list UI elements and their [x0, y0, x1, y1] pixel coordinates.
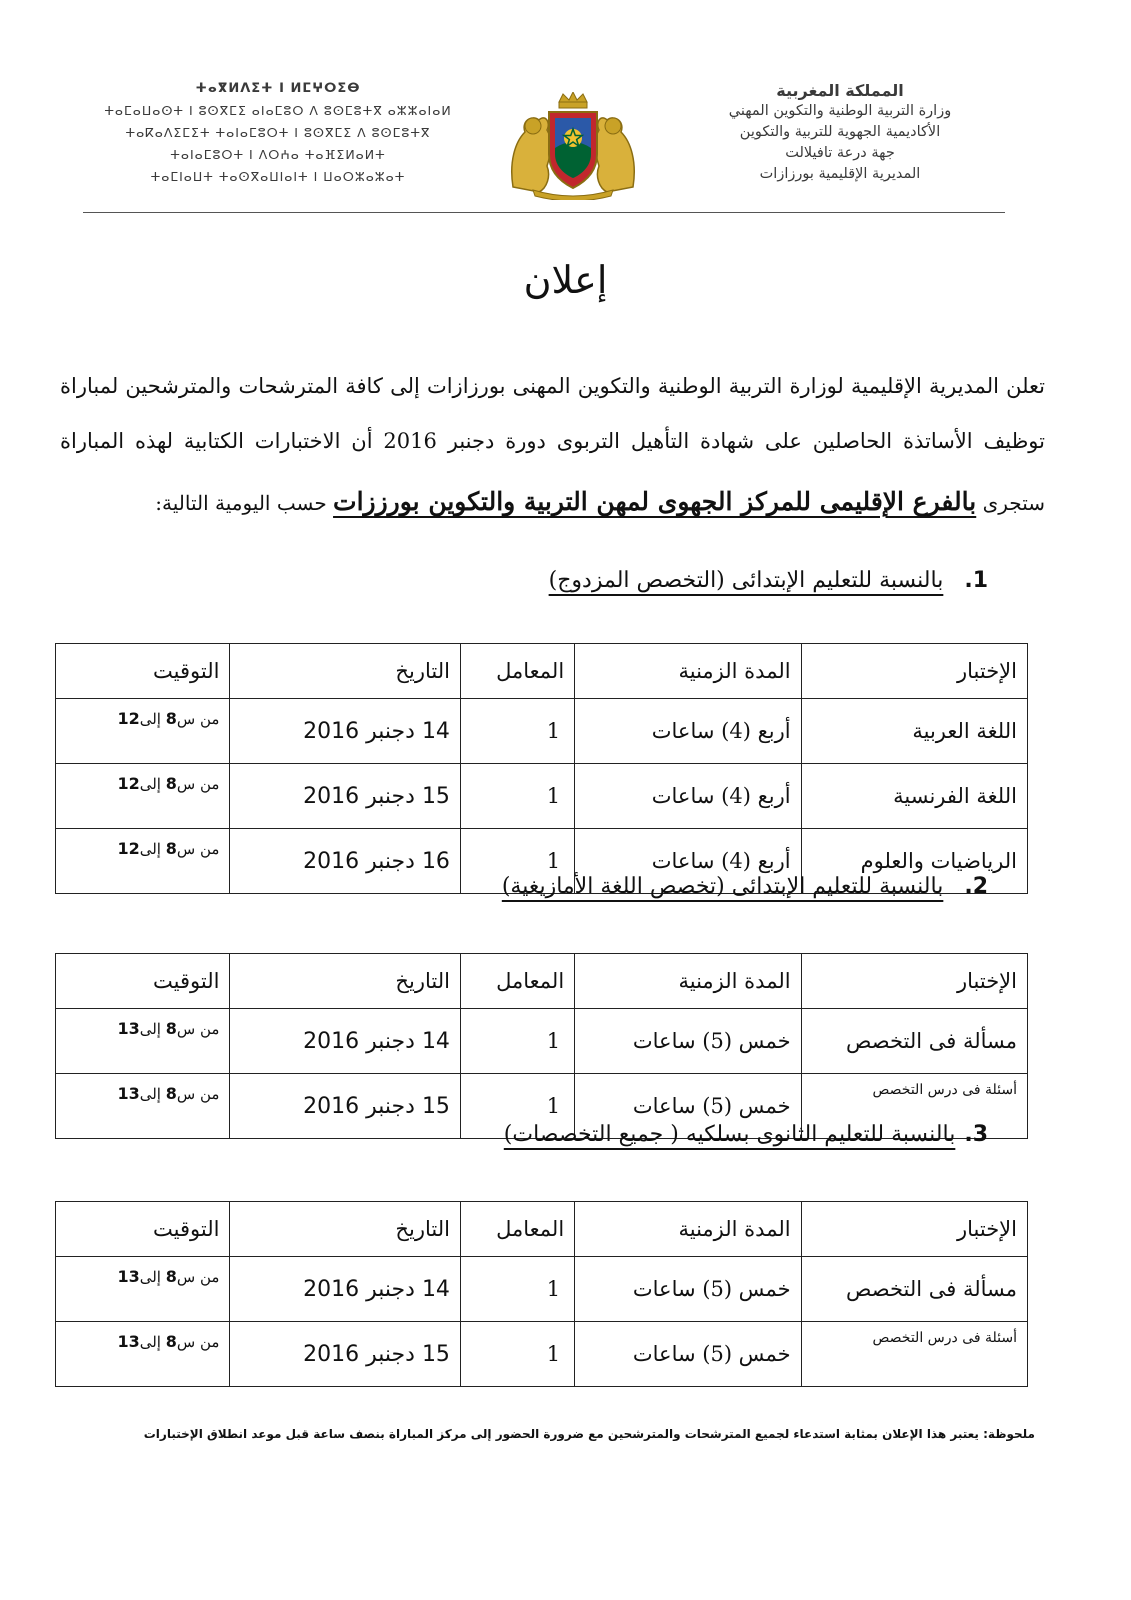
time-to: إلى	[139, 1268, 166, 1286]
test-cell: مسألة فى التخصص	[801, 1009, 1027, 1074]
duration-cell: خمس (5) ساعات	[575, 1257, 801, 1322]
academy-name-arabic: الأكاديمية الجهوية للتربية والتكوين	[739, 124, 941, 140]
time-cell	[56, 1074, 230, 1139]
column-header-duration: المدة الزمنية	[575, 644, 801, 699]
time-to: إلى	[139, 840, 166, 858]
time-end: 13	[117, 1019, 140, 1038]
column-header-duration: المدة الزمنية	[575, 1202, 801, 1257]
time-cell	[56, 829, 230, 894]
table-header-row	[56, 1202, 1028, 1257]
letterhead-tifinagh	[88, 78, 468, 188]
date-cell: 15 دجنبر 2016	[230, 764, 461, 829]
time-to: إلى	[139, 1085, 166, 1103]
time-prefix: من س	[176, 1020, 220, 1038]
section-title: بالنسبة للتعليم الإبتدائى (التخصص المزدوج)	[548, 568, 944, 593]
time-end: 12	[117, 839, 140, 858]
duration-cell: أربع (4) ساعات	[575, 829, 801, 894]
time-to: إلى	[139, 775, 166, 793]
footnote: ملحوظة: يعتبر هذا الإعلان بمثابة استدعاء لجميع المترشحات والمترشحين مع ضرورة الحضور إلى مركز المباراة بنصف ساعة قبل موعد انطلاق الإختبارات	[143, 1427, 1035, 1441]
time-cell	[56, 699, 230, 764]
date-cell: 14 دجنبر 2016	[230, 1009, 461, 1074]
time-start: 8	[165, 1332, 177, 1351]
coefficient-cell: 1	[460, 699, 574, 764]
table-row	[56, 1257, 1028, 1322]
time-prefix: من س	[176, 1085, 220, 1103]
table-row	[56, 1322, 1028, 1387]
time-start: 8	[165, 1084, 177, 1103]
kingdom-name-tifinagh: ⵜⴰⴳⵍⴷⵉⵜ ⵏ ⵍⵎⵖⵔⵉⴱ	[195, 81, 361, 96]
column-header-coefficient: المعامل	[460, 1202, 574, 1257]
column-header-date: التاريخ	[230, 954, 461, 1009]
date-cell: 14 دجنبر 2016	[230, 699, 461, 764]
time-to: إلى	[139, 1333, 166, 1351]
duration-cell: أربع (4) ساعات	[575, 699, 801, 764]
date-cell: 14 دجنبر 2016	[230, 1257, 461, 1322]
column-header-time: التوقيت	[56, 954, 230, 1009]
letterhead-arabic	[690, 80, 990, 185]
column-header-coefficient: المعامل	[460, 954, 574, 1009]
column-header-test: الإختبار	[801, 644, 1027, 699]
column-header-date: التاريخ	[230, 644, 461, 699]
time-prefix: من س	[176, 1268, 220, 1286]
intro-line-2: توظيف الأساتذة الحاصلين على شهادة التأهيل التربوى دورة دجنبر 2016 أن الاختبارات الكتابية لهذه المباراة	[60, 429, 1045, 453]
test-cell: أسئلة فى درس التخصص	[801, 1074, 1027, 1139]
time-end: 12	[117, 774, 140, 793]
time-start: 8	[165, 1267, 177, 1286]
time-end: 13	[117, 1332, 140, 1351]
time-prefix: من س	[176, 710, 220, 728]
date-cell: 16 دجنبر 2016	[230, 829, 461, 894]
duration-cell: أربع (4) ساعات	[575, 764, 801, 829]
directorate-name-tifinagh: ⵜⴰⵎⵏⴰⵡⵜ ⵜⴰⵙⴳⴰⵡⵏⴰⵏⵜ ⵏ ⵡⴰⵔⵣⴰⵣⴰⵜ	[150, 169, 406, 184]
schedule-table-1	[55, 643, 1028, 894]
section-3-heading	[504, 1122, 988, 1147]
table-header-row	[56, 644, 1028, 699]
column-header-test: الإختبار	[801, 954, 1027, 1009]
time-cell	[56, 1322, 230, 1387]
coefficient-cell: 1	[460, 1009, 574, 1074]
coefficient-cell: 1	[460, 764, 574, 829]
time-start: 8	[165, 1019, 177, 1038]
time-end: 12	[117, 709, 140, 728]
table-row	[56, 699, 1028, 764]
ministry-name-tifinagh: ⵜⴰⵎⴰⵡⴰⵙⵜ ⵏ ⵓⵙⴳⵎⵉ ⴰⵏⴰⵎⵓⵔ ⴷ ⵓⵙⵎⵓⵜⴳ ⴰⵣⵣⴰⵏⴰⵍ	[104, 103, 452, 118]
coefficient-cell: 1	[460, 1074, 574, 1139]
section-title: بالنسبة للتعليم الإبتدائى (تخصص اللغة الأمازيغية)	[501, 874, 944, 899]
letterhead-divider	[83, 212, 1005, 213]
section-2-heading	[502, 874, 988, 899]
time-start: 8	[165, 839, 177, 858]
time-start: 8	[165, 709, 177, 728]
schedule-table-3	[55, 1201, 1028, 1387]
column-header-time: التوقيت	[56, 1202, 230, 1257]
table-row	[56, 764, 1028, 829]
intro-line-3	[60, 487, 1045, 516]
duration-cell: خمس (5) ساعات	[575, 1322, 801, 1387]
column-header-time: التوقيت	[56, 644, 230, 699]
column-header-test: الإختبار	[801, 1202, 1027, 1257]
region-name-arabic: جهة درعة تافيلالت	[785, 145, 895, 161]
section-number: 3.	[964, 1122, 988, 1147]
section-number: 2.	[964, 874, 988, 899]
test-cell: اللغة الفرنسية	[801, 764, 1027, 829]
test-cell: مسألة فى التخصص	[801, 1257, 1027, 1322]
academy-name-tifinagh: ⵜⴰⴽⴰⴷⵉⵎⵉⵜ ⵜⴰⵏⴰⵎⵓⵔⵜ ⵏ ⵓⵙⴳⵎⵉ ⴷ ⵓⵙⵎⵓⵜⴳ	[125, 125, 431, 140]
time-end: 13	[117, 1084, 140, 1103]
coefficient-cell: 1	[460, 1322, 574, 1387]
time-start: 8	[165, 774, 177, 793]
exam-venue: بالفرع الإقليمى للمركز الجهوى لمهن التربية والتكوين بورززات	[333, 487, 977, 516]
table-row	[56, 1009, 1028, 1074]
time-cell	[56, 1009, 230, 1074]
time-prefix: من س	[176, 1333, 220, 1351]
region-name-tifinagh: ⵜⴰⵏⴰⵎⵓⵔⵜ ⵏ ⴷⵔⵄⴰ ⵜⴰⴼⵉⵍⴰⵍⵜ	[170, 147, 386, 162]
column-header-duration: المدة الزمنية	[575, 954, 801, 1009]
intro-line-3-end: حسب اليومية التالية:	[155, 491, 327, 515]
test-cell: اللغة العربية	[801, 699, 1027, 764]
section-title: بالنسبة للتعليم الثانوى بسلكيه ( جميع التخصصات)	[503, 1122, 956, 1147]
time-prefix: من س	[176, 775, 220, 793]
schedule-table-2	[55, 953, 1028, 1139]
intro-line-3-start: ستجرى	[982, 491, 1045, 515]
ministry-name-arabic: وزارة التربية الوطنية والتكوين المهني	[728, 103, 952, 119]
time-to: إلى	[139, 1020, 166, 1038]
test-cell: الرياضيات والعلوم	[801, 829, 1027, 894]
time-prefix: من س	[176, 840, 220, 858]
coefficient-cell: 1	[460, 1257, 574, 1322]
kingdom-name-arabic: المملكة المغربية	[776, 81, 904, 100]
intro-line-1: تعلن المديرية الإقليمية لوزارة التربية الوطنية والتكوين المهنى بورزازات إلى كافة المترشحات والمترشحين لمباراة	[60, 374, 1045, 398]
section-1-heading	[549, 568, 988, 593]
section-number: 1.	[964, 568, 988, 593]
column-header-date: التاريخ	[230, 1202, 461, 1257]
column-header-coefficient: المعامل	[460, 644, 574, 699]
time-end: 13	[117, 1267, 140, 1286]
coefficient-cell: 1	[460, 829, 574, 894]
announcement-title: إعلان	[523, 258, 608, 302]
directorate-name-arabic: المديرية الإقليمية بورزازات	[759, 166, 921, 182]
table-header-row	[56, 954, 1028, 1009]
time-to: إلى	[139, 710, 166, 728]
time-cell	[56, 764, 230, 829]
date-cell: 15 دجنبر 2016	[230, 1322, 461, 1387]
date-cell: 15 دجنبر 2016	[230, 1074, 461, 1139]
duration-cell: خمس (5) ساعات	[575, 1074, 801, 1139]
moroccan-coat-of-arms-icon	[503, 92, 643, 200]
time-cell	[56, 1257, 230, 1322]
duration-cell: خمس (5) ساعات	[575, 1009, 801, 1074]
test-cell: أسئلة فى درس التخصص	[801, 1322, 1027, 1387]
